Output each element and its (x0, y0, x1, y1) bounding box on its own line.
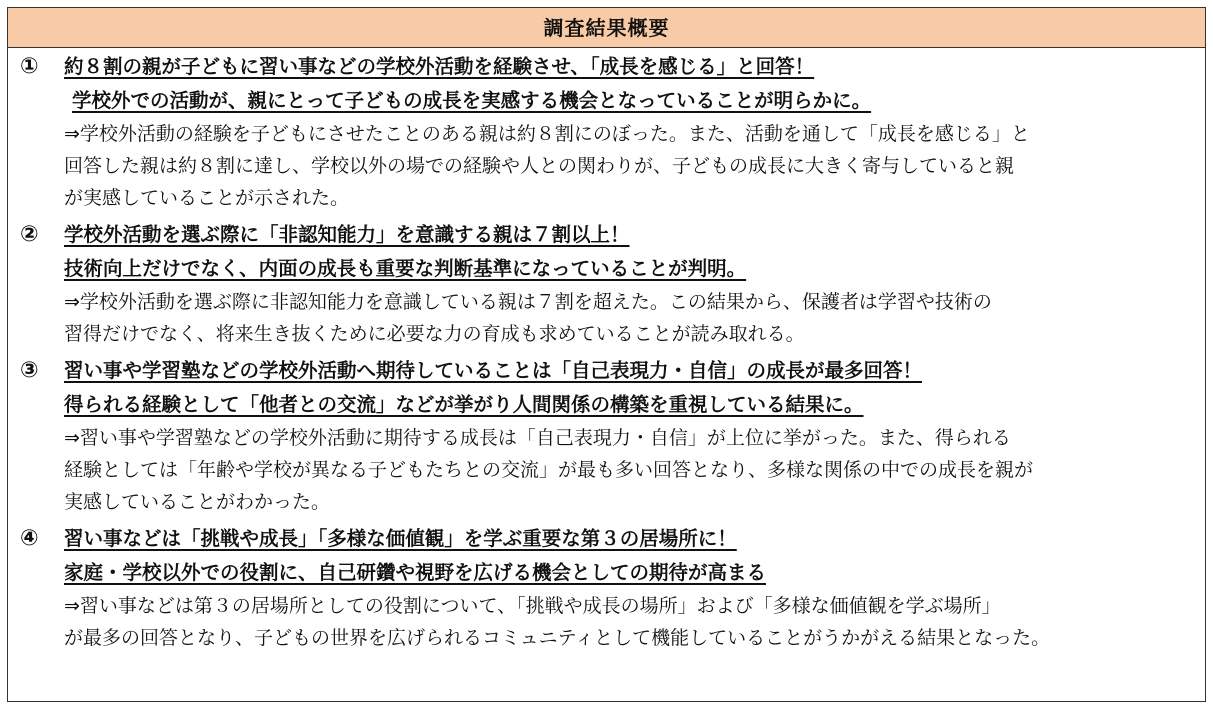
summary-section-3 (8, 354, 1205, 518)
section-headline (64, 354, 1193, 388)
section-subheadline (64, 556, 1193, 590)
headline-line-1: 約８割の親が子どもに習い事などの学校外活動を経験させ、「成長を感じる」と回答！ (64, 55, 815, 78)
headline-line-2: 家庭・学校以外での役割に、自己研鑽や視野を広げる機会としての期待が高まる (64, 561, 767, 584)
section-number: ① (20, 54, 39, 79)
survey-summary-box (7, 7, 1206, 702)
headline-line-1: 学校外活動を選ぶ際に「非認知能力」を意識する親は７割以上！ (64, 223, 630, 246)
section-subheadline (64, 388, 1193, 422)
body-line: 経験としては「年齢や学校が異なる子どもたちとの交流」が最も多い回答となり、多様な関係の中での成長を親が (64, 459, 1034, 481)
section-number: ④ (20, 526, 39, 551)
headline-line-2: 得られる経験として「他者との交流」などが挙がり人間関係の構築を重視している結果に。 (64, 393, 864, 416)
body-line: ⇒学校外活動の経験を子どもにさせたことのある親は約８割にのぼった。また、活動を通して「成長を感じる」と (64, 123, 1030, 145)
headline-line-2: 学校外での活動が、親にとって子どもの成長を実感する機会となっていることが明らかに。 (72, 89, 872, 112)
section-number: ② (20, 222, 39, 247)
body-line: ⇒学校外活動を選ぶ際に非認知能力を意識している親は７割を超えた。この結果から、保護者は学習や技術の (64, 291, 992, 313)
headline-line-1: 習い事や学習塾などの学校外活動へ期待していることは「自己表現力・自信」の成長が最多回答！ (64, 359, 923, 382)
summary-section-1 (8, 50, 1205, 214)
body-line: が実感していることが示された。 (64, 187, 350, 209)
body-line: ⇒習い事などは第３の居場所としての役割について、「挑戦や成長の場所」および「多様な価値観を学ぶ場所」 (64, 595, 1001, 617)
section-subheadline (64, 84, 1193, 118)
summary-header: 調査結果概要 (8, 8, 1205, 48)
body-line: が最多の回答となり、子どもの世界を広げられるコミュニティとして機能していることがうかがえる結果となった。 (64, 627, 1051, 649)
summary-section-2 (8, 218, 1205, 350)
headline-line-2: 技術向上だけでなく、内面の成長も重要な判断基準になっていることが判明。 (64, 257, 747, 280)
body-line: ⇒習い事や学習塾などの学校外活動に期待する成長は「自己表現力・自信」が上位に挙がった。また、得られる (64, 427, 1011, 449)
section-number: ③ (20, 358, 39, 383)
body-line: 実感していることがわかった。 (64, 491, 331, 513)
section-headline (64, 218, 1193, 252)
body-line: 習得だけでなく、将来生き抜くために必要な力の育成も求めていることが読み取れる。 (64, 323, 805, 345)
section-headline (64, 50, 1193, 84)
section-headline (64, 522, 1193, 556)
headline-line-1: 習い事などは「挑戦や成長」「多様な価値観」を学ぶ重要な第３の居場所に！ (64, 527, 737, 550)
summary-section-4 (8, 522, 1205, 654)
section-subheadline (64, 252, 1193, 286)
body-line: 回答した親は約８割に達し、学校以外の場での経験や人との関わりが、子どもの成長に大きく寄与していると親 (64, 155, 1015, 177)
